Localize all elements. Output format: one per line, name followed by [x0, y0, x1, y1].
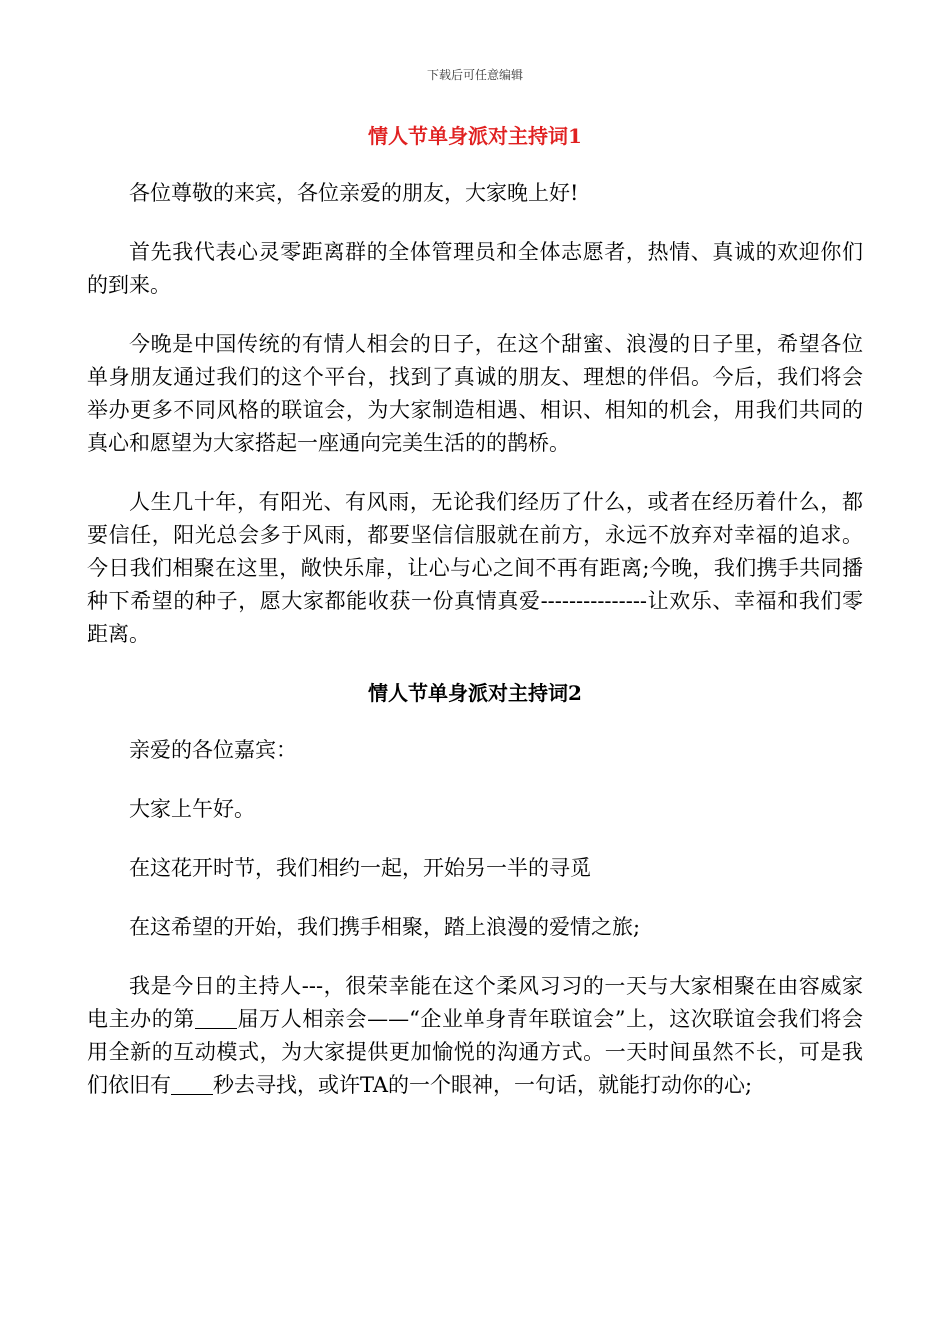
text-segment: 届万人相亲会——“企业单身青年联谊会”上，这次联谊会我们将会用全新的互动模式，为大家提供更加愉悦的沟通方式。一天时间虽然不长，可是我们依旧有 [87, 1007, 863, 1097]
section1-title: 情人节单身派对主持词1 [368, 124, 582, 148]
section2-title: 情人节单身派对主持词2 [368, 681, 582, 705]
paragraph-with-blanks [87, 970, 863, 1102]
text-segment: 秒去寻找，或许TA的一个眼神，一句话，就能打动你的心; [213, 1073, 753, 1097]
paragraph: 在这花开时节，我们相约一起，开始另一半的寻觅 [129, 856, 591, 880]
paragraph: 人生几十年，有阳光、有风雨，无论我们经历了什么，或者在经历着什么，都要信任，阳光总会多于风雨，都要坚信信服就在前方，永远不放弃对幸福的追求。今日我们相聚在这里，敞快乐扉，让心与心之间不再有距离;今晚，我们携手共同播种下希望的种子，愿大家都能收获一份真情真爱---------------让欢乐、幸福和我们零距离。 [87, 490, 863, 646]
paragraph: 大家上午好。 [129, 797, 255, 821]
text-segment: 我是今日的主持人---，很荣幸能在这个柔风习习的一天与大家相聚在由容威家电主办的第 [87, 974, 863, 1031]
document-body [87, 120, 863, 1102]
paragraph: 各位尊敬的来宾，各位亲爱的朋友，大家晚上好! [129, 181, 579, 205]
paragraph: 在这希望的开始，我们携手相聚，踏上浪漫的爱情之旅; [129, 915, 641, 939]
fill-blank [195, 1007, 237, 1029]
paragraph: 首先我代表心灵零距离群的全体管理员和全体志愿者，热情、真诚的欢迎你们的到来。 [87, 240, 863, 297]
page-header-note: 下载后可任意编辑 [426, 68, 523, 82]
paragraph: 今晚是中国传统的有情人相会的日子，在这个甜蜜、浪漫的日子里，希望各位单身朋友通过我们的这个平台，找到了真诚的朋友、理想的伴侣。今后，我们将会举办更多不同风格的联谊会，为大家制造相遇、相识、相知的机会，用我们共同的真心和愿望为大家搭起一座通向完美生活的的鹊桥。 [87, 332, 863, 455]
paragraph: 亲爱的各位嘉宾： [129, 738, 297, 762]
fill-blank [171, 1073, 213, 1095]
